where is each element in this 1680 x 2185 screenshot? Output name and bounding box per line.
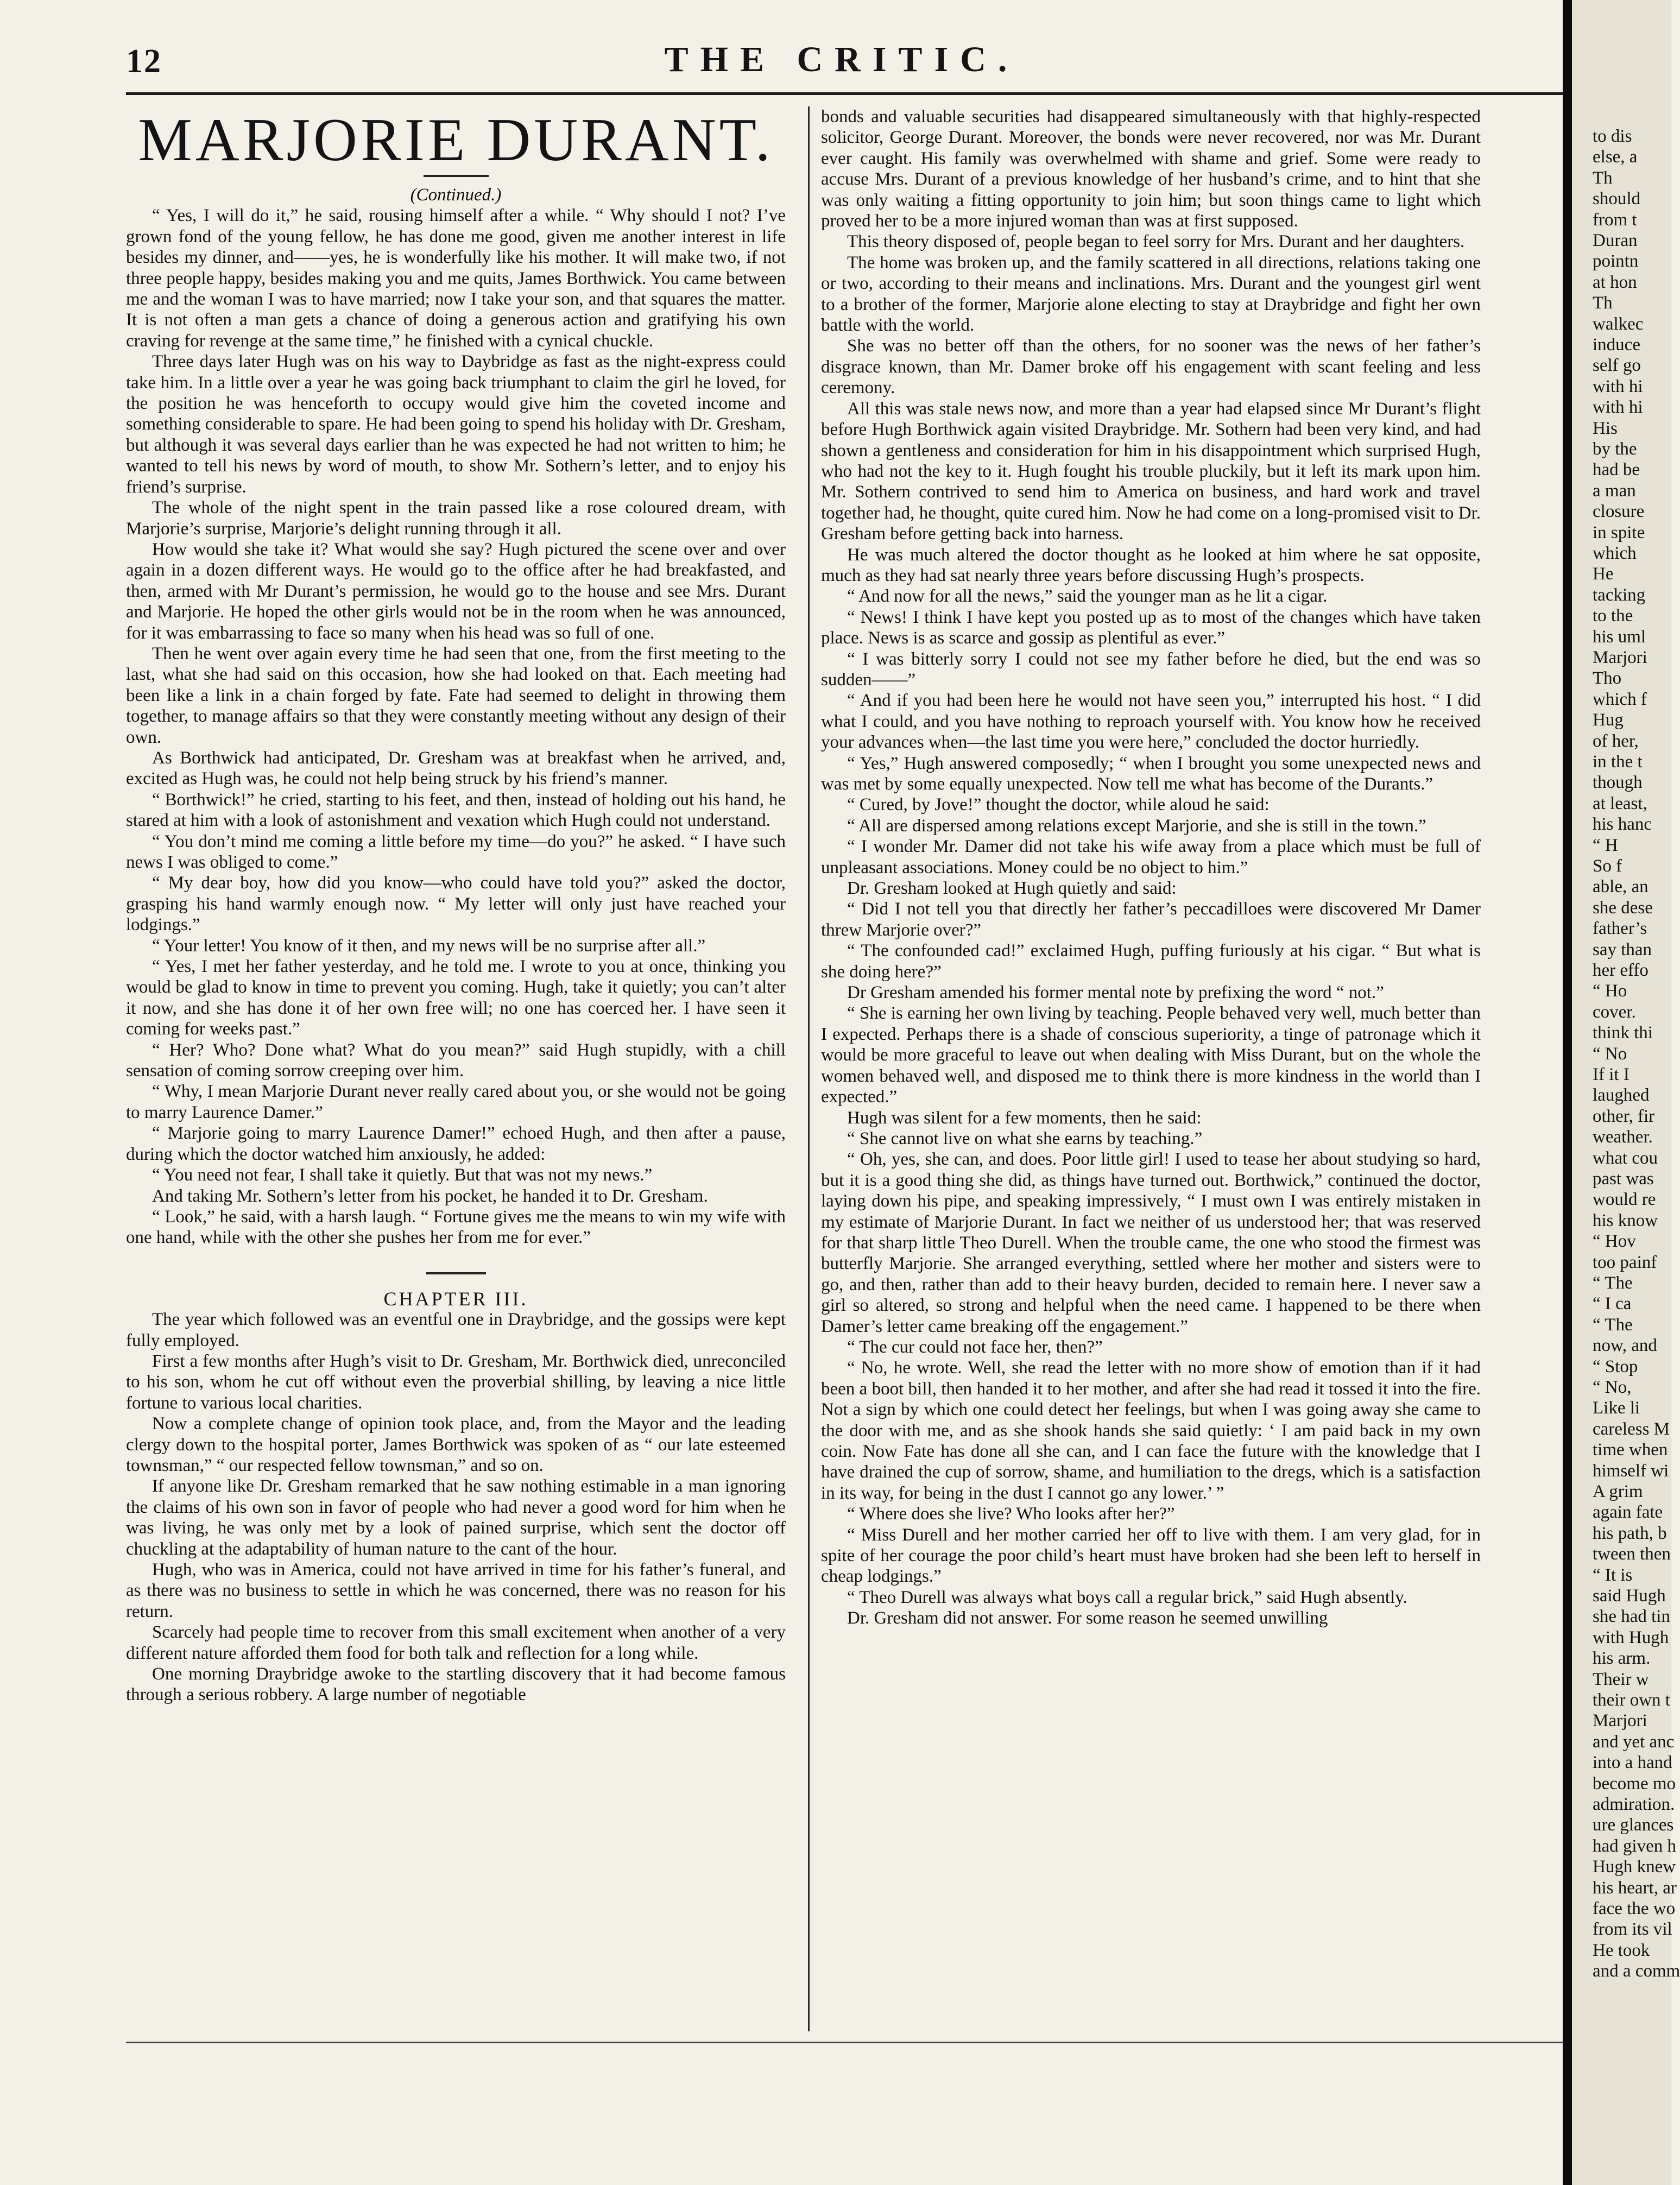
header-rule (126, 92, 1570, 95)
fragment-line: which f (1593, 689, 1647, 709)
fragment-line: would re (1593, 1190, 1656, 1210)
fragment-line: with hi (1593, 376, 1643, 396)
fragment-line: “ No (1593, 1044, 1627, 1064)
fragment-line: she had tin (1593, 1607, 1670, 1627)
fragment-line: “ Stop (1593, 1356, 1638, 1376)
paragraph: He was much altered the doctor thought as he looked at him where he sat opposite, much as they had sat nearly three years before discussing Hugh’s prospects. (821, 545, 1481, 585)
fragment-line: past was (1593, 1169, 1654, 1189)
paragraph: “ The confounded cad!” exclaimed Hugh, puffing furiously at his cigar. “ But what is she doing here?” (821, 941, 1481, 982)
paragraph: “ News! I think I have kept you posted up as to most of the changes which have taken place. News is as scarce and gossip as plentiful as ever.” (821, 607, 1481, 648)
paragraph: “ Miss Durell and her mother carried her off to live with them. I am very glad, for in spite of her courage the poor child’s heart must have broken had she been left to herself in cheap lodgings.” (821, 1525, 1481, 1587)
fragment-line: able, an (1593, 877, 1649, 897)
fragment-line: admiration. (1593, 1795, 1675, 1814)
fragment-line: laughed (1593, 1085, 1650, 1106)
chapter-rule (426, 1272, 486, 1274)
fragment-line: to dis (1593, 127, 1632, 146)
paragraph: “ The cur could not face her, then?” (847, 1337, 1103, 1357)
paragraph: “ And if you had been here he would not have seen you,” interrupted his host. “ I did what I could, and you have nothing to reproach yourself with. You know how he received your advances when—the last time you were here,” concluded the doctor hurriedly. (821, 691, 1481, 753)
paragraph: Scarcely had people time to recover from this small excitement when another of a very different nature afforded them food for both talk and reflection for a long while. (126, 1622, 786, 1663)
fragment-line: too painf (1593, 1252, 1657, 1272)
fragment-line: though (1593, 773, 1643, 793)
fragment-line: Hug (1593, 710, 1624, 730)
paragraph: “ Look,” he said, with a harsh laugh. “ Fortune gives me the means to win my wife with one hand, while with the other she pushes her from me for ever.” (126, 1207, 786, 1248)
paragraph: “ Did I not tell you that directly her father’s peccadilloes were discovered Mr Damer threw Marjorie over?” (821, 899, 1481, 940)
paragraph: “ She is earning her own living by teaching. People behaved very well, much better than I expected. Perhaps there is a shade of conscious superiority, a tinge of patronage which it would be more graceful to leave out when dealing with Miss Durant, but on the whole the women behaved well, and disposed me to think there is more kindness in the world than I expected.” (821, 1003, 1481, 1107)
fragment-line: He took (1593, 1940, 1650, 1960)
paragraph: Then he went over again every time he had seen that one, from the first meeting to the last, what she had said on this occasion, how she had looked on that. Each meeting had been like a link in a chain forged by fate. Fate had seemed to delight in throwing them together, to manage affairs so that they were constantly meeting without any design of their own. (126, 643, 786, 747)
fragment-line: their own t (1593, 1690, 1670, 1710)
fragment-line: said Hugh (1593, 1586, 1666, 1606)
paragraph: “ No, he wrote. Well, she read the letter with no more show of emotion than if it had been a boot bill, then handed it to her mother, and after she had read it tossed it into the fire. Not a sign by which one could detect her feelings, but when I was going away she came to the door with me, and as she shook hands she said quietly: ‘ I am paid back in my own coin. Now Fate has done all she can, and I can face the future with the knowledge that I have drained the cup of sorrow, shame, and humiliation to the dregs, which is a satisfaction in its way, for being in the dust I cannot go any lower.’ ” (821, 1358, 1481, 1503)
fragment-line: Hugh knew (1593, 1857, 1676, 1877)
fragment-line: his path, b (1593, 1523, 1667, 1543)
fragment-line: at hon (1593, 272, 1637, 292)
fragment-line: “ Ho (1593, 981, 1627, 1001)
fragment-line: himself wi (1593, 1461, 1669, 1481)
paragraph: Dr Gresham amended his former mental note by prefixing the word “ not.” (847, 983, 1384, 1003)
paragraph: “ You need not fear, I shall take it quietly. But that was not my news.” (152, 1165, 653, 1185)
fragment-line: other, fir (1593, 1106, 1655, 1126)
fragment-line: Marjori (1593, 648, 1647, 667)
fragment-line: Th (1593, 293, 1613, 313)
paragraph: “ Why, I mean Marjorie Durant never really cared about you, or she would not be going to marry Laurence Damer.” (126, 1082, 786, 1122)
fragment-line: “ It is (1593, 1565, 1633, 1585)
paragraph: “ And now for all the news,” said the younger man as he lit a cigar. (847, 586, 1328, 607)
fragment-line: become mo (1593, 1773, 1676, 1794)
fragment-line: his know (1593, 1210, 1658, 1230)
fragment-line: “ Hov (1593, 1232, 1636, 1252)
paragraph: “ My dear boy, how did you know—who could have told you?” asked the doctor, grasping his hand warmly enough now. “ My letter will only just have reached your lodgings.” (126, 873, 786, 935)
paragraph: If anyone like Dr. Gresham remarked that he saw nothing estimable in a man ignoring the claims of his own son in favor of people who had never a good word for him when he was living, he was only met by a look of pained surprise, which sent the doctor off chuckling at the adaptability of human nature to the cant of the hour. (126, 1476, 786, 1559)
fragment-line: pointn (1593, 251, 1639, 271)
fragment-line: to the (1593, 606, 1633, 626)
chapter-heading: CHAPTER III. (383, 1287, 528, 1310)
paragraph: And taking Mr. Sothern’s letter from his pocket, he handed it to Dr. Gresham. (152, 1186, 708, 1206)
paragraph: “ I wonder Mr. Damer did not take his wife away from a place which must be full of unpleasant associations. Money could be no object to him.” (821, 837, 1481, 877)
fragment-line: tacking (1593, 585, 1646, 605)
fragment-line: his hanc (1593, 814, 1652, 835)
fragment-line: If it I (1593, 1065, 1630, 1084)
fragment-line: and yet anc (1593, 1732, 1675, 1752)
fragment-line: say than (1593, 939, 1652, 959)
fragment-line: a man (1593, 481, 1636, 501)
page-number: 12 (126, 43, 162, 80)
article-title: MARJORIE DURANT. (138, 106, 774, 174)
fragment-line: what cou (1593, 1148, 1658, 1168)
paragraph: Hugh was silent for a few moments, then he said: (847, 1108, 1202, 1128)
masthead: THE CRITIC. (664, 40, 1019, 79)
fragment-line: His (1593, 418, 1618, 438)
fragment-line: closure (1593, 502, 1645, 522)
paragraph: “ I was bitterly sorry I could not see my father before he died, but the end was so sudden——” (821, 649, 1481, 690)
paragraph: This theory disposed of, people began to feel sorry for Mrs. Durant and her daughters. (847, 232, 1465, 252)
paragraph: “ Yes, I will do it,” he said, rousing himself after a while. “ Why should I not? I’ve grown fond of the young fellow, he has done me good, given me another interest in life besides my dinner, and——yes, he is wonderfully like his mother. It will make two, if not three people happy, besides making you and me quits, James Borthwick. You came between me and the woman I was to have married; now I take your son, and that squares the matter. It is not often a man gets a chance of doing a generous action and gratifying his own craving for revenge at the same time,” he finished with a cynical chuckle. (126, 206, 786, 351)
paragraph: “ Where does she live? Who looks after her?” (847, 1504, 1175, 1524)
fragment-line: which (1593, 544, 1637, 563)
paragraph: “ Theo Durell was always what boys call a regular brick,” said Hugh absently. (847, 1587, 1407, 1607)
paragraph: Now a complete change of opinion took place, and, from the Mayor and the leading clergy down to the hospital porter, James Borthwick was spoken of as “ our late esteemed townsman,” “ our respected fellow townsman,” and so on. (126, 1414, 786, 1475)
fragment-line: “ The (1593, 1315, 1633, 1335)
fragment-line: A grim (1593, 1482, 1643, 1501)
paragraph: “ All are dispersed among relations except Marjorie, and she is still in the town.” (847, 816, 1426, 836)
fragment-line: cover. (1593, 1002, 1636, 1022)
fragment-line: now, and (1593, 1336, 1657, 1356)
fragment-line: ure glances (1593, 1815, 1674, 1835)
fragment-line: walkec (1593, 314, 1644, 334)
paragraph: bonds and valuable securities had disappeared simultaneously with that highly-respected solicitor, George Durant. Moreover, the bonds were never recovered, nor was Mr. Durant ever caught. His family was overwhelmed with shame and grief. Some were ready to accuse Mrs. Durant of a previous knowledge of her husband’s crime, and to hint that she was only waiting a fitting opportunity to join him; but soon things came to light which proved her to be a more injured woman than was at first supposed. (821, 107, 1481, 231)
fragment-line: with Hugh (1593, 1627, 1669, 1647)
paragraph: Dr. Gresham looked at Hugh quietly and said: (847, 879, 1177, 899)
fragment-line: induce (1593, 335, 1640, 355)
paragraph: “ Marjorie going to marry Laurence Damer!” echoed Hugh, and then after a pause, during which the doctor watched him anxiously, he added: (126, 1123, 786, 1164)
paragraph: The home was broken up, and the family scattered in all directions, relations taking one or two, according to their means and inclinations. Mrs. Durant and the youngest girl went to a brother of the former, Marjorie alone electing to stay at Draybridge and fight her own battle with the world. (821, 252, 1481, 336)
fragment-line: she dese (1593, 898, 1653, 918)
fragment-line: from t (1593, 210, 1637, 230)
paragraph: She was no better off than the others, for no sooner was the news of her father’s disgrace known, than Mr. Damer broke off his engagement with scant feeling and less ceremony. (821, 336, 1481, 398)
fragment-line: Tho (1593, 668, 1622, 689)
fragment-line: had be (1593, 460, 1640, 480)
paragraph: “ Cured, by Jove!” thought the doctor, while aloud he said: (847, 795, 1270, 815)
paragraph: As Borthwick had anticipated, Dr. Gresham was at breakfast when he arrived, and, excited as Hugh was, he could not help being struck by his friend’s manner. (126, 748, 786, 789)
fragment-line: and a comm (1593, 1961, 1680, 1981)
paragraph: The whole of the night spent in the train passed like a rose coloured dream, with Marjorie’s surprise, Marjorie’s delight running through it all. (126, 498, 786, 539)
fragment-line: her effo (1593, 961, 1649, 980)
paragraph: “ Yes,” Hugh answered composedly; “ when I brought you some unexpected news and was met by some equally unexpected. Now tell me what has become of the Durants.” (821, 753, 1481, 794)
fragment-line: into a hand (1593, 1753, 1672, 1773)
paragraph: The year which followed was an eventful one in Draybridge, and the gossips were kept fully employed. (126, 1310, 786, 1350)
paragraph: All this was stale news now, and more than a year had elapsed since Mr Durant’s flight before Hugh Borthwick again visited Draybridge. Mr. Sothern had been very kind, and had shown a gentleness and consideration for him in his disappointment which surprised Hugh, who had not the key to it. Hugh fought his trouble pluckily, but it left its mark upon him. Mr. Sothern contrived to send him to America on business, and hard work and travel together had, he thought, quite cured him. Now he had come on a long-promised visit to Dr. Gresham before getting back into harness. (821, 399, 1481, 544)
paragraph: Dr. Gresham did not answer. For some reason he seemed unwilling (847, 1608, 1328, 1628)
column-divider (808, 106, 810, 2031)
continued-note: (Continued.) (410, 185, 502, 205)
fragment-line: of her, (1593, 731, 1639, 751)
paragraph: “ Your letter! You know of it then, and my news will be no surprise after all.” (152, 936, 706, 956)
fragment-line: by the (1593, 439, 1637, 459)
fragment-line: again fate (1593, 1502, 1663, 1523)
fragment-line: Th (1593, 168, 1613, 188)
fragment-line: tween then (1593, 1544, 1671, 1564)
fragment-line: else, a (1593, 147, 1638, 167)
fragment-line: “ The (1593, 1273, 1633, 1293)
paragraph: How would she take it? What would she say? Hugh pictured the scene over and over again in a dozen different ways. He would go to the office after he had breakfasted, and then, armed with Mr Durant’s permission, he would go to the house and see Mrs. Durant and Marjorie. He hoped the other girls would not be in the room when he was announced, for it was embarrassing to face so many when his head was so full of one. (126, 539, 786, 643)
fragment-line: self go (1593, 356, 1641, 376)
fragment-line: weather. (1593, 1127, 1653, 1147)
fragment-line: think thi (1593, 1023, 1653, 1043)
paragraph: “ Borthwick!” he cried, starting to his feet, and then, instead of holding out his hand, he stared at him with a look of astonishment and vexation which Hugh could not understand. (126, 790, 786, 831)
fragment-line: his heart, ar (1593, 1878, 1677, 1898)
paragraph: First a few months after Hugh’s visit to Dr. Gresham, Mr. Borthwick died, unreconciled to his son, whom he cut off without even the proverbial shilling, by leaving a nice little fortune to various local charities. (126, 1351, 786, 1413)
fragment-line: father’s (1593, 919, 1647, 939)
paragraph: One morning Draybridge awoke to the startling discovery that it had become famous through a serious robbery. A large number of negotiable (126, 1664, 786, 1705)
fragment-line: should (1593, 189, 1641, 209)
fragment-line: in spite (1593, 522, 1645, 542)
fragment-line: in the t (1593, 752, 1643, 772)
fragment-line: Marjori (1593, 1711, 1647, 1731)
fragment-line: Duran (1593, 231, 1638, 250)
footer-rule (126, 2042, 1570, 2043)
fragment-line: “ No, (1593, 1378, 1632, 1397)
column-left (126, 106, 786, 1706)
fragment-line: at least, (1593, 793, 1647, 813)
fragment-line: with hi (1593, 397, 1643, 418)
fragment-line: Their w (1593, 1669, 1649, 1689)
paragraph: “ Oh, yes, she can, and does. Poor little girl! I used to tease her about studying so hard, but it is a good thing she did, as things have turned out. Borthwick,” continued the doctor, laying down his pipe, and speaking impressively, “ I must own I was entirely mistaken in my estimate of Marjorie Durant. In fact we neither of us understood her; that was reserved for that sharp little Theo Durell. When the trouble came, the one who stood the firmest was butterfly Marjorie. She arranged everything, settled where her mother and sisters were to go, and then, rather than add to their heavy burden, decided to remain here. I never saw a girl so altered, so strong and helpful when the need came. I happened to be there when Damer’s letter came breaking off the engagement.” (821, 1150, 1481, 1336)
paragraph: “ Her? Who? Done what? What do you mean?” said Hugh stupidly, with a chill sensation of coming sorrow creeping over him. (126, 1040, 786, 1081)
paragraph: “ She cannot live on what she earns by teaching.” (847, 1128, 1203, 1148)
fragment-line: had given h (1593, 1836, 1676, 1856)
fragment-line: his uml (1593, 627, 1646, 647)
paragraph: Three days later Hugh was on his way to Daybridge as fast as the night-express could take him. In a little over a year he was going back triumphant to claim the girl he loved, for the position he was henceforth to occupy would give him the coveted income and something considerable to spare. He had been going to spend his holiday with Dr. Gresham, but although it was several days earlier than he was expected he had not written to him; he wanted to tell his news by word of mouth, to show Mr. Sothern’s letter, and to enjoy his friend’s surprise. (126, 352, 786, 497)
fragment-line: his arm. (1593, 1649, 1651, 1669)
paragraph: “ You don’t mind me coming a little before my time—do you?” he asked. “ I have such news I was obliged to come.” (126, 831, 786, 872)
fragment-line: “ H (1593, 835, 1618, 855)
fragment-line: “ I ca (1593, 1294, 1632, 1314)
column-right (821, 106, 1481, 1629)
fragment-line: careless M (1593, 1419, 1670, 1439)
paragraph: Hugh, who was in America, could not have arrived in time for his father’s funeral, and as there was no business to settle in which he was concerned, there was no reason for his return. (126, 1560, 786, 1621)
next-page-fragment (1572, 0, 1680, 2185)
fragment-line: time when (1593, 1440, 1668, 1460)
fragment-line: face the wo (1593, 1899, 1676, 1918)
paragraph: “ Yes, I met her father yesterday, and he told me. I wrote to you at once, thinking you would be glad to know in time to prevent you coming. Hugh, take it quietly; you can’t alter it now, and she has done it of her own free will; no one has coerced her. I have seen it coming for weeks past.” (126, 957, 786, 1039)
title-rule (424, 175, 489, 177)
fragment-line: from its vil (1593, 1919, 1672, 1940)
fragment-line: He (1593, 564, 1614, 584)
fragment-line: So f (1593, 856, 1622, 876)
fragment-line: Like li (1593, 1398, 1640, 1418)
